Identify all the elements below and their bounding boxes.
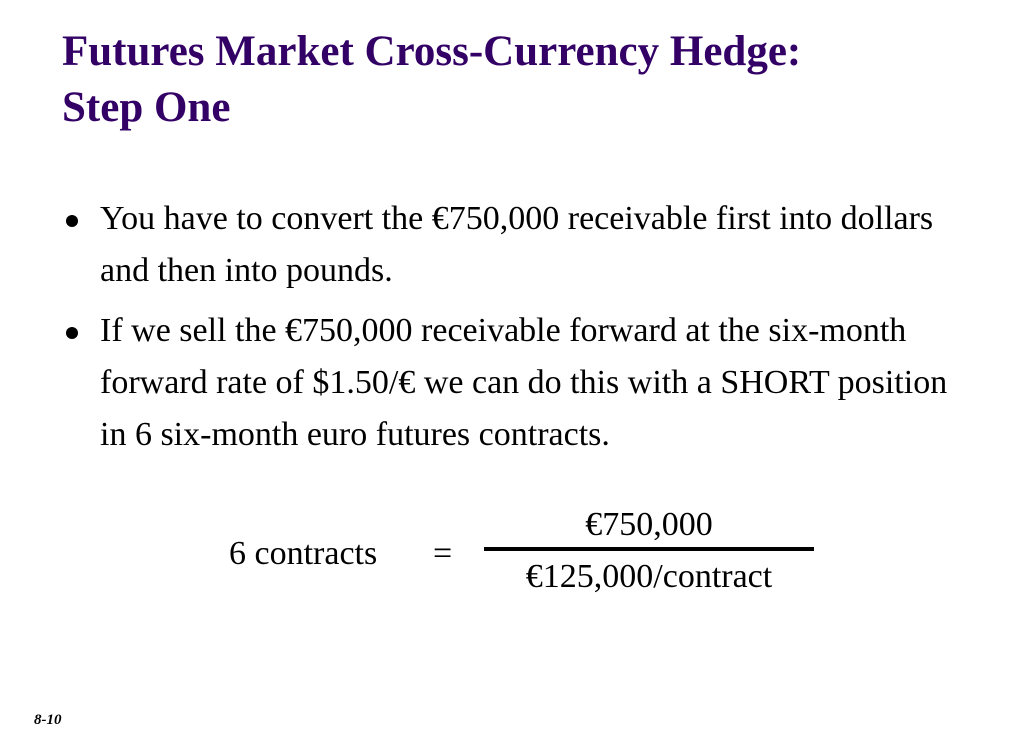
bullet-list (62, 193, 962, 469)
bullet-item-1 (62, 193, 962, 297)
slide-title-line-2: Step One (62, 84, 231, 131)
equals-sign: = (433, 535, 453, 572)
fraction-bar (484, 547, 814, 551)
equation-lhs: 6 contracts (229, 535, 378, 572)
bullet-dot-icon (66, 215, 78, 227)
slide-title (62, 24, 982, 136)
slide-number: 8-10 (34, 712, 62, 728)
fraction-denominator: €125,000/contract (525, 558, 773, 595)
bullet-item-2 (62, 305, 962, 461)
bullet-text-2: If we sell the €750,000 receivable forward at the six-month forward rate of $1.50/€ we can do this with a SHORT position in 6 six-month euro futures contracts. (100, 312, 948, 453)
bullet-dot-icon (66, 327, 78, 339)
fraction-numerator: €750,000 (585, 506, 713, 543)
bullet-text-1: You have to convert the €750,000 receivable first into dollars and then into pounds. (100, 200, 934, 289)
slide-title-line-1: Futures Market Cross-Currency Hedge: (62, 28, 802, 75)
